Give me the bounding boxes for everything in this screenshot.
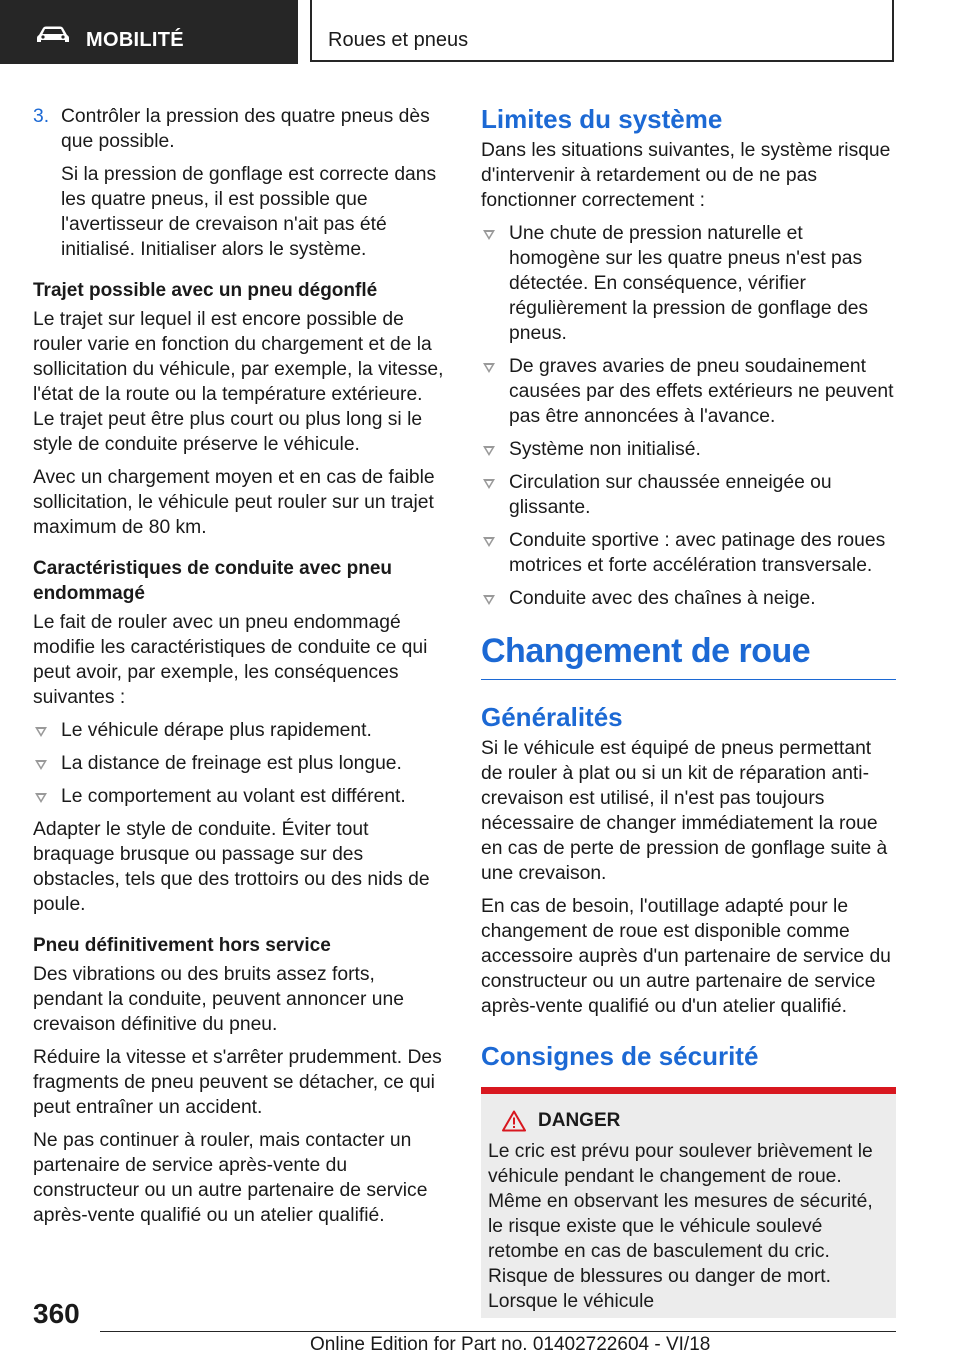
danger-notice [481,1087,896,1318]
carac-paragraph-1: Le fait de rouler avec un pneu endommagé modifie les caractéristiques de conduite ce qui peut avoir, par exemple, les conséquences suivantes : [33,612,428,708]
bullet-triangle-icon [35,793,47,803]
danger-text: Le cric est prévu pour soulever brièvement le véhicule pendant le changement de roue. Même en observant les mesures de sécurité, le risque existe que le véhicule soulevé retombe en cas de basculement du cric. Risque de blessures ou danger de mort. Lorsque le véhicule [488,1141,873,1312]
changement-title: Changement de roue [481,631,896,680]
limites-paragraph: Dans les situations suivantes, le système risque d'intervenir à retardement ou de ne pas fonctionner correctement : [481,140,891,211]
list-item: Le véhicule dérape plus rapidement. [33,718,447,743]
pneu-paragraph-3: Ne pas continuer à rouler, mais contacter un partenaire de service après-vente du constructeur ou un autre partenaire de service après-vente qualifié ou un atelier qualifié. [33,1130,428,1226]
step-text: Contrôler la pression des quatre pneus dès que possible. [61,106,430,152]
pneu-heading: Pneu définitivement hors service [33,935,331,956]
bullet-triangle-icon [483,537,495,547]
section-label: MOBILITÉ [86,29,184,51]
generalites-paragraph-2: En cas de besoin, l'outillage adapté pour le changement de roue est disponible comme accessoire auprès d'un partenaire de service du constructeur ou un autre partenaire de service après-vente qualifié ou d'un atelier qualifié. [481,896,891,1017]
step-3 [33,104,447,262]
step-number: 3. [33,106,50,127]
trajet-paragraph-2: Avec un chargement moyen et en cas de faible sollicitation, le véhicule peut rouler sur un trajet maximum de 80 km. [33,467,435,538]
carac-paragraph-2: Adapter le style de conduite. Éviter tout braquage brusque ou passage sur des obstacles, tels que des trottoirs ou des nids de poule. [33,819,430,915]
limites-heading: Limites du système [481,104,723,134]
list-item: Une chute de pression naturelle et homogène sur les quatre pneus n'est pas détectée. En conséquence, vérifier régulièrement la pression de gonflage des pneus. [481,221,896,346]
page-number: 360 [33,1298,80,1329]
left-column [33,104,447,1228]
warning-triangle-icon [502,1110,526,1132]
footer-divider [100,1331,896,1332]
bullet-triangle-icon [483,230,495,240]
danger-label: DANGER [538,1110,621,1131]
step-subtext: Si la pression de gonflage est correcte dans les quatre pneus, il est possible que l'avertisseur de crevaison n'ait pas été initialisé. Initialiser alors le système. [61,164,437,260]
bullet-triangle-icon [483,446,495,456]
trajet-paragraph-1: Le trajet sur lequel il est encore possible de rouler varie en fonction du chargement et de la sollicitation du véhicule, par exemple, la vitesse, l'état de la route ou la température extérieure. Le trajet peut être plus court ou plus long si le style de conduite préserve le véhicule. [33,309,444,455]
chapter-label: Roues et pneus [328,29,469,51]
consignes-heading: Consignes de sécurité [481,1041,759,1071]
footer-edition: Online Edition for Part no. 01402722604 - VI/18 [310,1334,711,1355]
bullet-triangle-icon [483,363,495,373]
list-item: La distance de freinage est plus longue. [33,751,447,776]
generalites-heading: Généralités [481,702,623,732]
pneu-paragraph-2: Réduire la vitesse et s'arrêter prudemment. Des fragments de pneu peuvent se détacher, ce qui peut entraîner un accident. [33,1047,442,1118]
chapter-box [310,0,894,62]
bullet-triangle-icon [35,760,47,770]
page-header [0,0,960,66]
right-column [481,104,896,1318]
list-item: Circulation sur chaussée enneigée ou glissante. [481,470,896,520]
bullet-triangle-icon [35,727,47,737]
list-item: De graves avaries de pneu soudainement causées par des effets extérieurs ne peuvent pas être annoncées à l'avance. [481,354,896,429]
list-item: Le comportement au volant est différent. [33,784,447,809]
generalites-paragraph-1: Si le véhicule est équipé de pneus permettant de rouler à plat ou si un kit de réparation anti-crevaison est utilisé, il n'est pas toujours nécessaire de changer immédiatement la roue en cas de perte de pression de gonflage suite à une crevaison. [481,738,888,884]
list-item: Système non initialisé. [481,437,896,462]
section-tab [0,0,298,64]
carac-heading: Caractéristiques de conduite avec pneu endommagé [33,558,393,604]
list-item: Conduite avec des chaînes à neige. [481,586,896,611]
car-icon [36,26,70,44]
bullet-triangle-icon [483,479,495,489]
bullet-triangle-icon [483,595,495,605]
list-item: Conduite sportive : avec patinage des roues motrices et forte accélération transversale. [481,528,896,578]
trajet-heading: Trajet possible avec un pneu dégonflé [33,280,378,301]
pneu-paragraph-1: Des vibrations ou des bruits assez forts, pendant la conduite, peuvent annoncer une crevaison définitive du pneu. [33,964,404,1035]
